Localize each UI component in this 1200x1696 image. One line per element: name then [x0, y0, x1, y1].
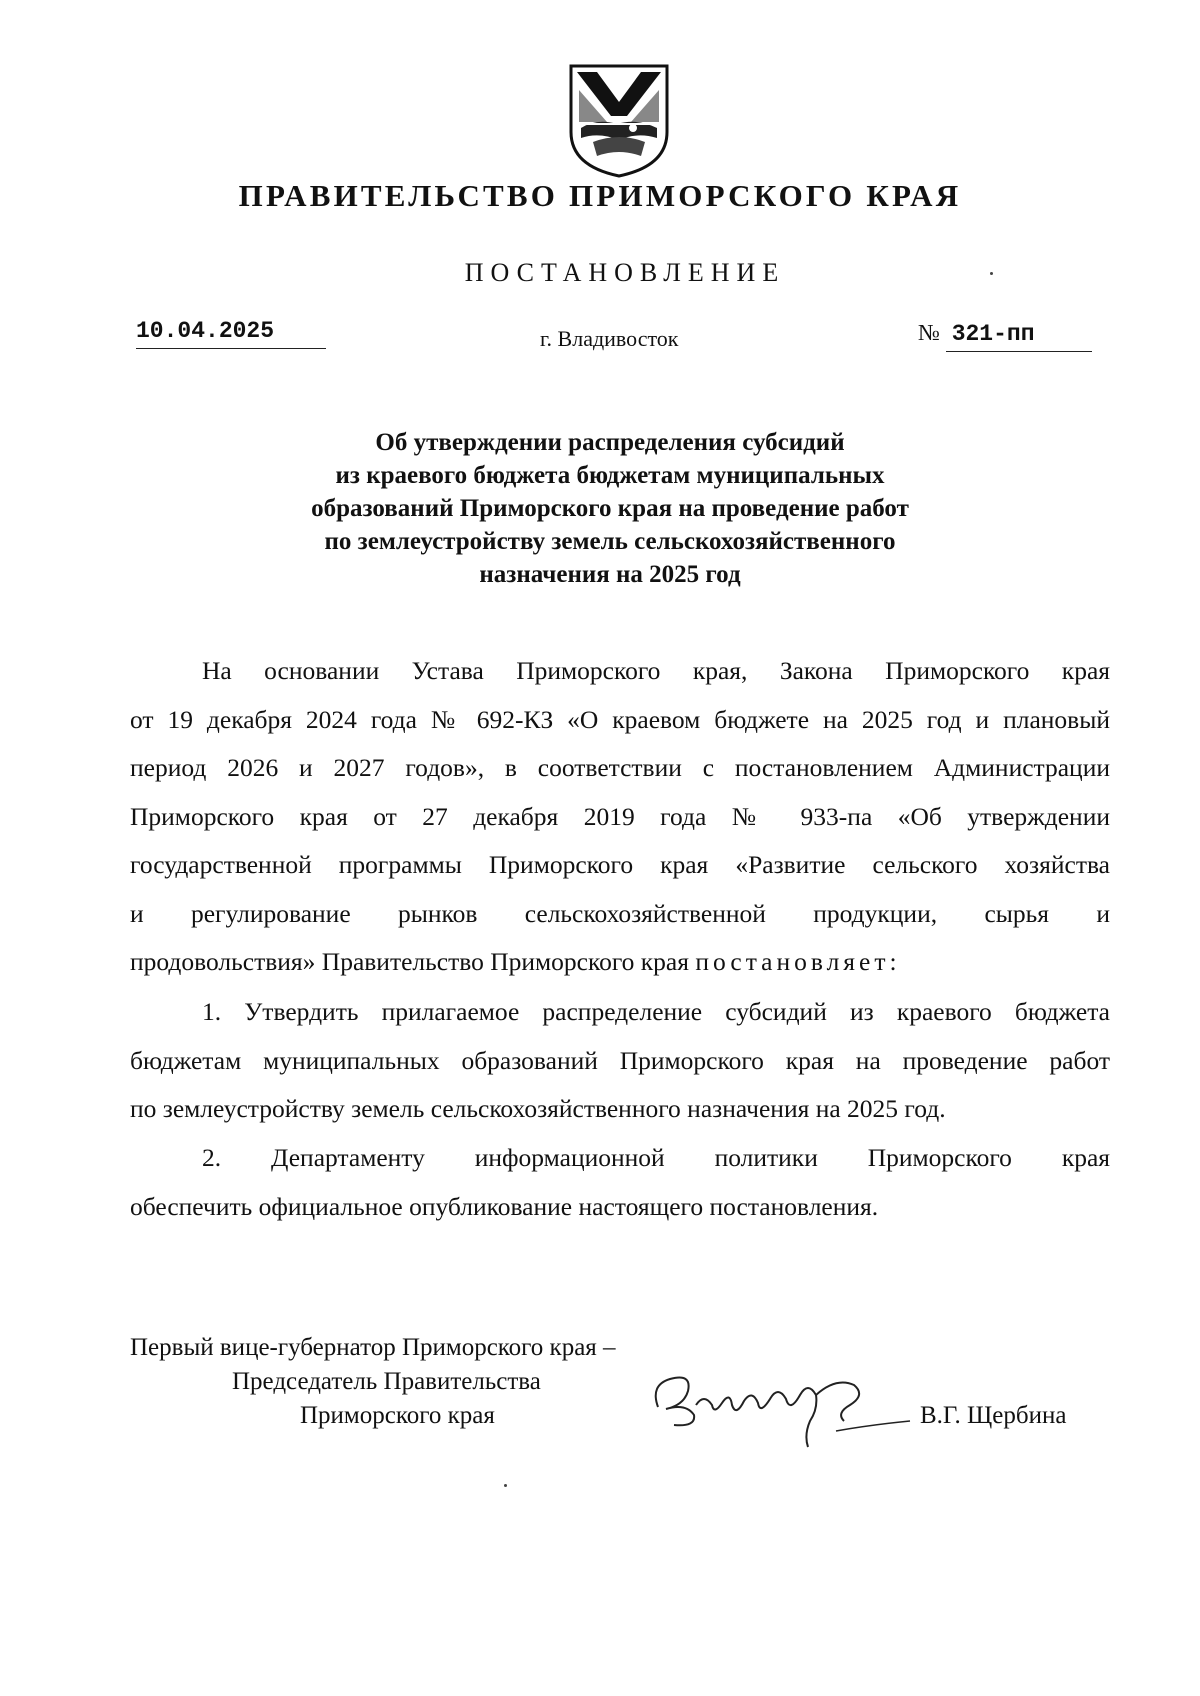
- document-type: ПОСТАНОВЛЕНИЕ: [464, 258, 786, 287]
- handwritten-signature-icon: [640, 1355, 920, 1465]
- body-line: 1. Утвердить прилагаемое распределение субсидий из краевого бюджета: [202, 997, 1110, 1026]
- body-line: государственной программы Приморского края «Развитие сельского хозяйства: [130, 850, 1110, 879]
- number-sign: №: [918, 320, 940, 345]
- document-date: 10.04.2025: [136, 318, 326, 349]
- signer-position-line: Первый вице-губернатор Приморского края –: [130, 1334, 616, 1361]
- coat-of-arms-icon: [567, 62, 671, 180]
- body-line-last: [130, 938, 1110, 987]
- body-line: обеспечить официальное опубликование настоящего постановления.: [130, 1191, 879, 1221]
- body-line: период 2026 и 2027 годов», в соответствии с постановлением Администрации: [130, 753, 1110, 782]
- body-line: и регулирование рынков сельскохозяйственной продукции, сырья и: [130, 898, 1110, 928]
- scan-speck: [990, 272, 993, 275]
- body-line: На основании Устава Приморского края, Закона Приморского края: [202, 656, 1110, 685]
- organization-title: ПРАВИТЕЛЬСТВО ПРИМОРСКОГО КРАЯ: [238, 178, 962, 213]
- basis-paragraph: [130, 647, 1110, 987]
- signer-name: В.Г. Щербина: [920, 1402, 1067, 1429]
- title-line: Об утверждении распределения субсидий: [375, 429, 845, 456]
- body-line: от 19 декабря 2024 года № 692-КЗ «О краевом бюджете на 2025 год и плановый: [130, 704, 1110, 734]
- body-line: бюджетам муниципальных образований Приморского края на проведение работ: [130, 1045, 1110, 1075]
- title-line: образований Приморского края на проведение работ: [311, 495, 909, 522]
- resolves-word: постановляет:: [695, 947, 901, 976]
- body-line: по землеустройству земель сельскохозяйственного назначения на 2025 год.: [130, 1094, 946, 1123]
- title-line: из краевого бюджета бюджетам муниципальных: [335, 462, 885, 489]
- body-line: Приморского края от 27 декабря 2019 года № 933-па «Об утверждении: [130, 801, 1110, 831]
- scan-speck: [504, 1484, 507, 1487]
- document-city: г. Владивосток: [540, 326, 679, 351]
- document-number: 321-пп: [946, 321, 1092, 352]
- basis-last-line: продовольствия» Правительство Приморского края: [130, 947, 689, 976]
- signer-position-line: Председатель Правительства: [232, 1368, 541, 1395]
- title-line: назначения на 2025 год: [479, 561, 741, 588]
- item-2-paragraph: [130, 1134, 1110, 1231]
- document-number-field: [918, 320, 1092, 352]
- signer-position-line: Приморского края: [300, 1402, 495, 1429]
- document-title: [180, 426, 1040, 591]
- body-line: 2. Департаменту информационной политики Приморского края: [202, 1143, 1110, 1172]
- title-line: по землеустройству земель сельскохозяйственного: [324, 528, 896, 555]
- item-1-paragraph: [130, 988, 1110, 1134]
